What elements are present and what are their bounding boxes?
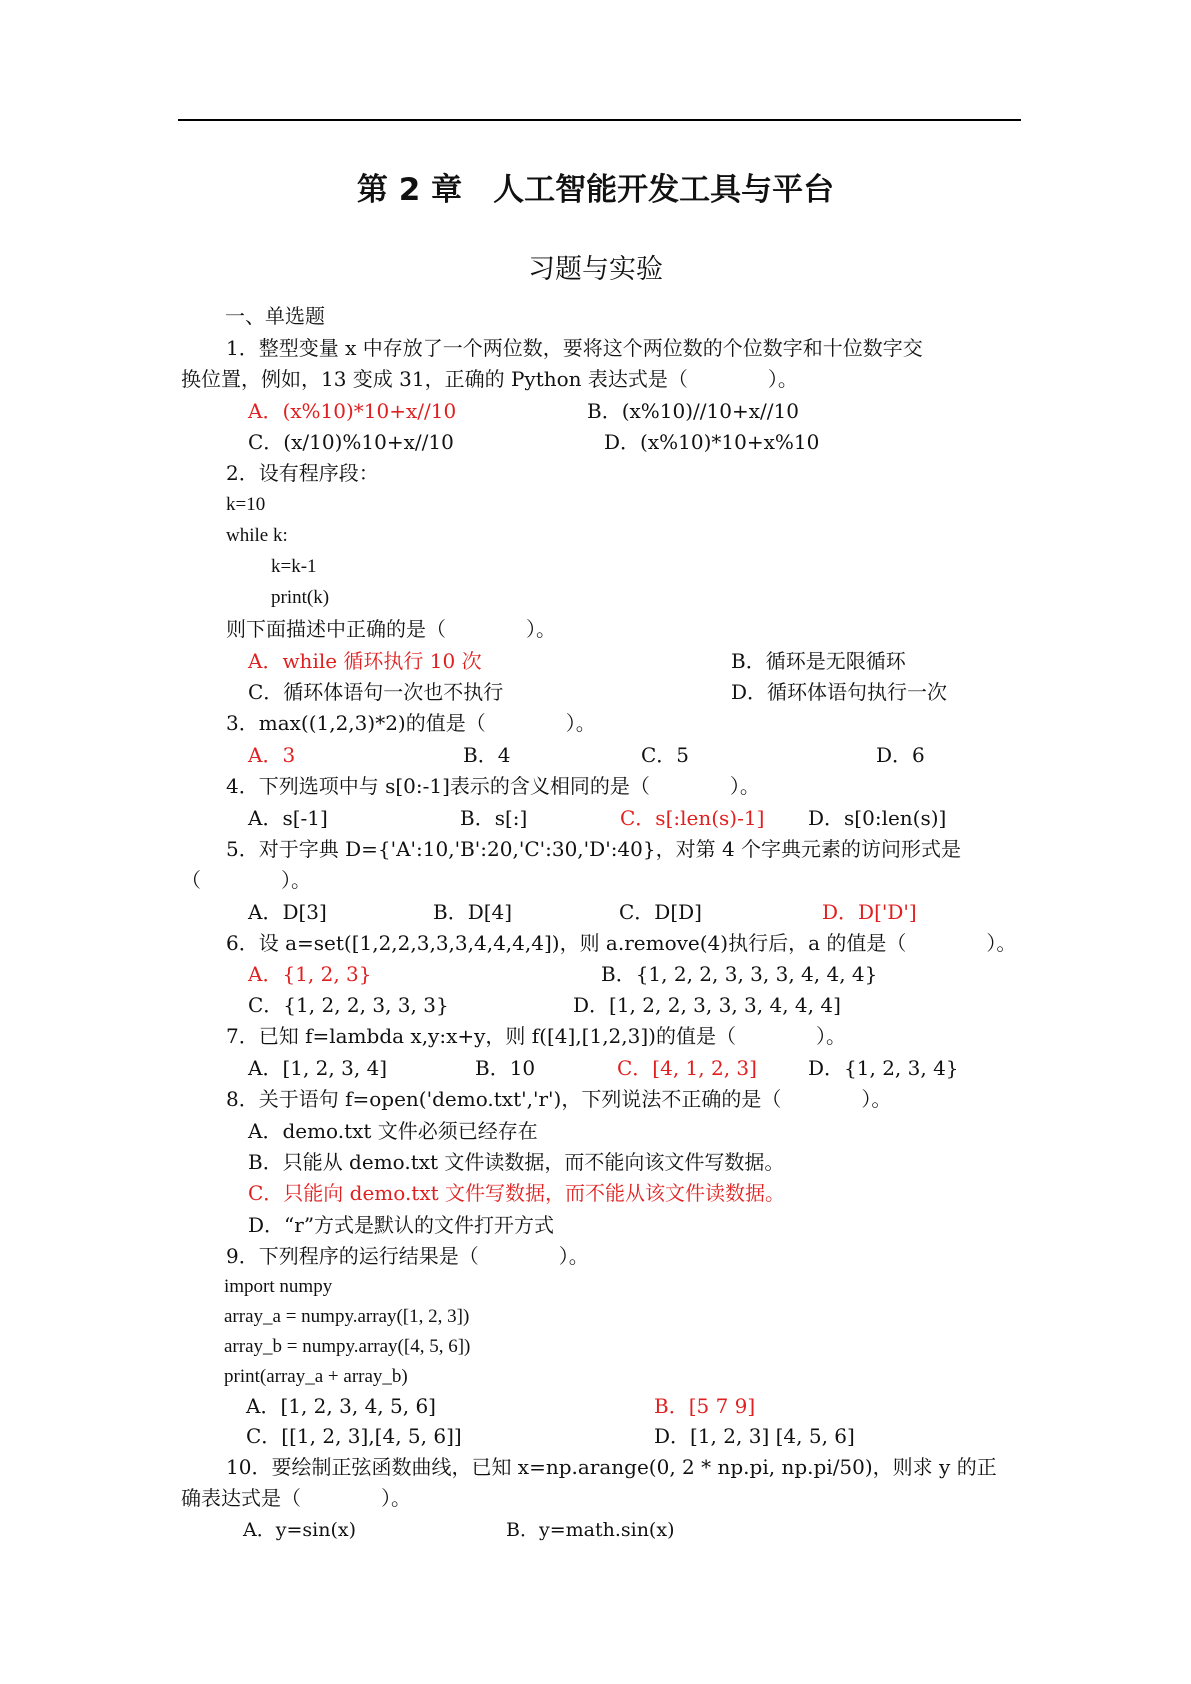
question-5-line-1: 5．对于字典 D={'A':10,'B':20,'C':30,'D':40}，对第 4 个字典元素的访问形式是 — [226, 837, 962, 861]
q9-option-c: C．[[1, 2, 3],[4, 5, 6]] — [246, 1424, 462, 1448]
q3-option-d: D．6 — [876, 743, 925, 767]
q8-option-c: C．只能向 demo.txt 文件写数据，而不能从该文件读数据。 — [248, 1181, 786, 1205]
question-1-line-1: 1．整型变量 x 中存放了一个两位数，要将这个两位数的个位数字和十位数字交 — [226, 336, 923, 360]
q6-option-a: A．{1, 2, 3} — [248, 962, 372, 986]
q4-option-d: D．s[0:len(s)] — [808, 806, 947, 830]
q1-option-b: B．(x%10)//10+x//10 — [587, 399, 799, 423]
q2-code-line: k=10 — [226, 494, 266, 515]
q9-code-line: import numpy — [224, 1276, 333, 1297]
q8-option-b: B．只能从 demo.txt 文件读数据，而不能向该文件写数据。 — [248, 1150, 785, 1174]
question-6-line-1: 6．设 a=set([1,2,2,3,3,3,4,4,4,4])，则 a.remove(4)执行后，a 的值是（ ）。 — [226, 931, 1017, 955]
q1-option-a: A．(x%10)*10+x//10 — [248, 399, 457, 423]
q9-code-line: array_a = numpy.array([1, 2, 3]) — [224, 1306, 470, 1327]
q3-option-a: A．3 — [248, 743, 296, 767]
chapter-title: 第 2 章 人工智能开发工具与平台 — [356, 172, 835, 208]
q9-code-line: print(array_a + array_b) — [224, 1366, 408, 1387]
question-1-line-2: 换位置，例如，13 变成 31，正确的 Python 表达式是（ ）。 — [181, 367, 798, 391]
q7-option-c: C．[4, 1, 2, 3] — [617, 1056, 757, 1080]
q7-option-d: D．{1, 2, 3, 4} — [808, 1056, 959, 1080]
q6-option-c: C．{1, 2, 2, 3, 3, 3} — [248, 993, 449, 1017]
q2-code-line: while k: — [226, 525, 288, 546]
question-3-line-1: 3．max((1,2,3)*2)的值是（ ）。 — [226, 711, 596, 735]
q5-option-d: D．D['D'] — [822, 900, 917, 924]
q5-option-c: C．D[D] — [619, 900, 702, 924]
q4-option-a: A．s[-1] — [248, 806, 328, 830]
question-2-line-1: 2．设有程序段： — [226, 461, 379, 485]
q4-option-b: B．s[:] — [460, 806, 528, 830]
q2-code-line: k=k-1 — [271, 556, 317, 577]
q5-option-a: A．D[3] — [248, 900, 327, 924]
q9-option-a: A．[1, 2, 3, 4, 5, 6] — [246, 1394, 436, 1418]
q1-option-c: C．(x/10)%10+x//10 — [248, 430, 454, 454]
q2-option-a: A．while 循环执行 10 次 — [248, 649, 482, 673]
q9-option-b: B．[5 7 9] — [654, 1394, 756, 1418]
q7-option-a: A．[1, 2, 3, 4] — [248, 1056, 388, 1080]
q4-option-c: C．s[:len(s)-1] — [620, 806, 765, 830]
question-4-line-1: 4．下列选项中与 s[0:-1]表示的含义相同的是（ ）。 — [226, 774, 760, 798]
question-7-line-1: 7．已知 f=lambda x,y:x+y，则 f([4],[1,2,3])的值是（ ）。 — [226, 1024, 846, 1048]
question-10-line-2: 确表达式是（ ）。 — [181, 1486, 411, 1510]
page-subtitle: 习题与实验 — [528, 254, 663, 285]
question-5-line-2: （ ）。 — [181, 868, 311, 892]
q3-option-c: C．5 — [641, 743, 690, 767]
q9-option-d: D．[1, 2, 3] [4, 5, 6] — [654, 1424, 855, 1448]
header-rule — [178, 119, 1021, 121]
q7-option-b: B．10 — [475, 1056, 536, 1080]
question-9-line-1: 9．下列程序的运行结果是（ ）。 — [226, 1244, 589, 1268]
q6-option-d: D．[1, 2, 2, 3, 3, 3, 4, 4, 4] — [573, 993, 841, 1017]
q2-option-d: D．循环体语句执行一次 — [731, 680, 948, 704]
q9-code-line: array_b = numpy.array([4, 5, 6]) — [224, 1336, 471, 1357]
section-heading: 一、单选题 — [225, 304, 325, 328]
q3-option-b: B．4 — [463, 743, 511, 767]
q2-option-c: C．循环体语句一次也不执行 — [248, 680, 504, 704]
q8-option-d: D．“r”方式是默认的文件打开方式 — [248, 1213, 555, 1237]
q1-option-d: D．(x%10)*10+x%10 — [604, 430, 820, 454]
q2-option-b: B．循环是无限循环 — [731, 649, 906, 673]
question-2-line-2: 则下面描述中正确的是（ ）。 — [226, 617, 556, 641]
question-10-line-1: 10．要绘制正弦函数曲线，已知 x=np.arange(0, 2 * np.pi, np.pi/50)，则求 y 的正 — [226, 1455, 997, 1479]
q10-option-a: A．y=sin(x) — [243, 1519, 356, 1541]
question-8-line-1: 8．关于语句 f=open('demo.txt','r')，下列说法不正确的是（ ）。 — [226, 1087, 892, 1111]
q10-option-b: B．y=math.sin(x) — [506, 1519, 675, 1541]
q2-code-line: print(k) — [271, 587, 330, 608]
q5-option-b: B．D[4] — [433, 900, 513, 924]
q8-option-a: A．demo.txt 文件必须已经存在 — [248, 1119, 538, 1143]
q6-option-b: B．{1, 2, 2, 3, 3, 3, 4, 4, 4} — [601, 962, 878, 986]
